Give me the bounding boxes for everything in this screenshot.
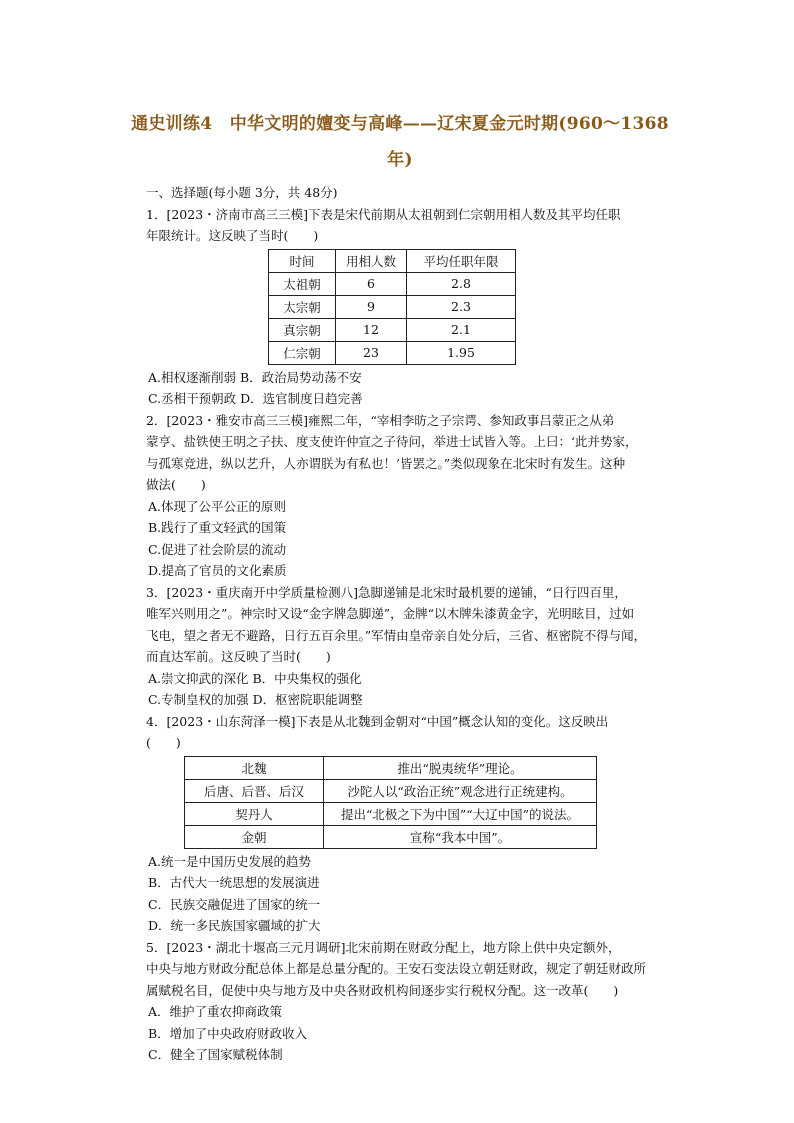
table-cell: 2.3 — [407, 295, 516, 318]
table-cell: 9 — [336, 295, 407, 318]
answer-option: D．统一多民族国家疆域的扩大 — [148, 918, 321, 933]
answer-option: C.促进了社会阶层的流动 — [148, 541, 287, 557]
table-cell: 契丹人 — [185, 802, 324, 825]
title-line-1: 通史训练4 中华文明的嬗变与高峰——辽宋夏金元时期(960～1368 — [131, 114, 669, 134]
answer-option: C．民族交融促进了国家的统一 — [148, 896, 321, 912]
q1-table — [268, 249, 516, 365]
question-line: 唯军兴则用之”。神宗时又设“金字牌急脚递”，金牌“以木牌朱漆黄金字，光明眩目，过如 — [146, 606, 635, 621]
answer-option: A．维护了重农抑商政策 — [148, 1004, 283, 1019]
table-row — [269, 318, 516, 341]
question-4 — [146, 711, 656, 937]
answer-option-row: A.相权逐渐削弱 B．政治局势动荡不安 — [148, 369, 362, 385]
answer-option: C．健全了国家赋税体制 — [148, 1047, 283, 1062]
question-5 — [146, 937, 656, 1066]
answer-option: B．增加了中央政府财政收入 — [148, 1025, 308, 1041]
table-cell: 后唐、后晋、后汉 — [185, 779, 324, 802]
table-cell: 金朝 — [185, 825, 324, 848]
title-line-2: 年) — [387, 150, 413, 170]
question-line: ( ) — [146, 735, 181, 750]
table-cell: 提出“北极之下为中国”“大辽中国”的说法。 — [324, 802, 597, 825]
question-line: 而直达军前。这反映了当时( ) — [146, 649, 331, 664]
table-row — [269, 341, 516, 364]
table-cell: 推出“脱夷统华”理论。 — [324, 756, 597, 779]
answer-option: A.统一是中国历史发展的趋势 — [148, 853, 312, 869]
answer-option: B．古代大一统思想的发展演进 — [148, 875, 320, 890]
answer-option: A.体现了公平公正的原则 — [148, 498, 287, 514]
table-cell: 北魏 — [185, 756, 324, 779]
question-line: 4．[2023・山东菏泽一模]下表是从北魏到金朝对“中国”概念认知的变化。这反映出 — [146, 713, 609, 729]
table-row — [185, 825, 597, 848]
question-line: 2．[2023・雅安市高三三模]雍熙二年，“宰相李昉之子宗谔、参知政事吕蒙正之从弟 — [146, 412, 615, 428]
table-header-cell: 用相人数 — [336, 249, 407, 272]
table-row — [185, 802, 597, 825]
table-row — [185, 756, 597, 779]
table-cell: 太宗朝 — [269, 295, 336, 318]
question-2 — [146, 410, 656, 582]
question-line: 1．[2023・济南市高三三模]下表是宋代前期从太祖朝到仁宗朝用相人数及其平均任职 — [146, 206, 621, 222]
answer-option-row: C.丞相干预朝政 D．选官制度日趋完善 — [148, 391, 363, 406]
table-row — [269, 272, 516, 295]
table-header-cell: 平均任职年限 — [407, 249, 516, 272]
table-header-cell: 时间 — [269, 249, 336, 272]
section-heading: 一、选择题(每小题 3分，共 48分) — [146, 185, 338, 200]
table-cell: 宣称“我本中国”。 — [324, 825, 597, 848]
answer-option: B.践行了重文轻武的国策 — [148, 520, 287, 535]
table-cell: 2.8 — [407, 272, 516, 295]
table-cell: 2.1 — [407, 318, 516, 341]
answer-option-row: A.崇文抑武的深化 B．中央集权的强化 — [148, 670, 362, 686]
q4-table — [184, 756, 597, 849]
table-row — [185, 779, 597, 802]
answer-option-row: C.专制皇权的加强 D．枢密院职能调整 — [148, 692, 363, 707]
page-title — [120, 106, 680, 178]
table-cell: 仁宗朝 — [269, 341, 336, 364]
question-line: 做法( ) — [146, 477, 206, 492]
table-cell: 12 — [336, 318, 407, 341]
table-cell: 真宗朝 — [269, 318, 336, 341]
question-line: 中央与地方财政分配总体上都是总量分配的。王安石变法设立朝廷财政，规定了朝廷财政所 — [146, 961, 647, 976]
table-header-row — [269, 249, 516, 272]
question-line: 年限统计。这反映了当时( ) — [146, 228, 319, 243]
table-cell: 1.95 — [407, 341, 516, 364]
table-cell: 23 — [336, 341, 407, 364]
question-line: 5．[2023・湖北十堰高三元月调研]北宋前期在财政分配上，地方除上供中央定额外， — [146, 939, 621, 955]
table-cell: 沙陀人以“政治正统”观念进行正统建构。 — [324, 779, 597, 802]
question-line: 飞电，望之者无不避路，日行五百余里。”军情由皇帝亲自处分后，三省、枢密院不得与闻， — [146, 627, 647, 643]
question-line: 3．[2023・重庆南开中学质量检测八]急脚递铺是北宋时最机要的递铺，“日行四百里， — [146, 584, 627, 600]
question-line: 属赋税名目，促使中央与地方及中央各财政机构间逐步实行税权分配。这一改革( ) — [146, 982, 619, 998]
question-line: 与孤寒竞进，纵以艺升，人亦谓朕为有私也！’皆罢之。”类似现象在北宋时有发生。这种 — [146, 455, 626, 471]
exam-body — [146, 182, 656, 1066]
table-cell: 太祖朝 — [269, 272, 336, 295]
table-row — [269, 295, 516, 318]
table-cell: 6 — [336, 272, 407, 295]
question-1 — [146, 204, 656, 410]
question-line: 蒙亨、盐铁使王明之子扶、度支使许仲宣之子待问，举进士试皆入等。上曰：‘此并势家， — [146, 434, 638, 449]
question-3 — [146, 582, 656, 711]
answer-option: D.提高了官员的文化素质 — [148, 563, 287, 578]
